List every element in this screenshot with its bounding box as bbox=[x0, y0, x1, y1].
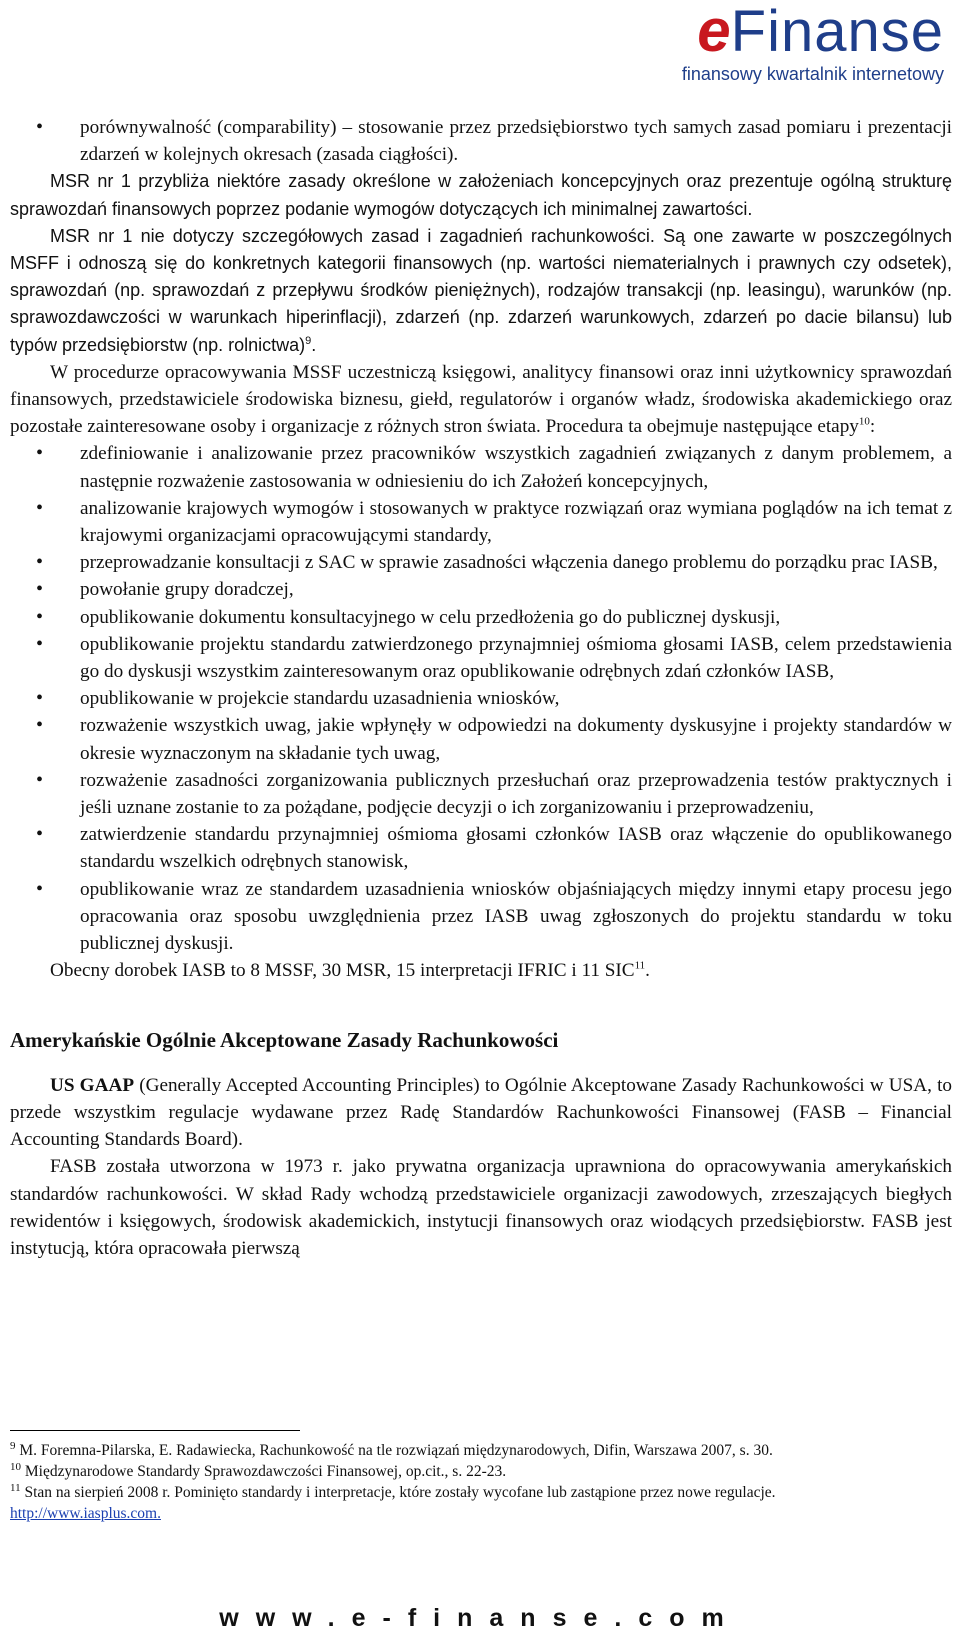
footnote-ref-9[interactable]: 9 bbox=[305, 334, 312, 347]
paragraph-end: . bbox=[311, 334, 317, 355]
logo-e: e bbox=[697, 0, 731, 64]
footnote-divider bbox=[10, 1430, 300, 1431]
list-item: • opublikowanie w projekcie standardu uzasadnienia wniosków, bbox=[10, 685, 952, 712]
list-item: • rozważenie zasadności zorganizowania publicznych przesłuchań oraz przeprowadzenia testów praktycznych i jeśli uznane zostanie to za pożądane, podjęcie decyzji o ich zorganizowaniu i przeprowadzeniu, bbox=[10, 767, 952, 821]
list-item: • opublikowanie dokumentu konsultacyjnego w celu przedłożenia go do publicznej dyskusji, bbox=[10, 604, 952, 631]
footnote-text: M. Foremna-Pilarska, E. Radawiecka, Rachunkowość na tle rozwiązań międzynarodowych, Difin, Warszawa 2007, s. 30. bbox=[19, 1442, 773, 1459]
footnote bbox=[10, 1461, 950, 1482]
paragraph-fasb: FASB została utworzona w 1973 r. jako prywatna organizacja uprawniona do opracowywania amerykańskich standardów rachunkowości. W skład Rady wchodzą przedstawiciele organizacji zawodowych, zrzeszających biegłych rewidentów i księgowych, środowisk akademickich, instytucji finansowych oraz wiodących przedsiębiorstw. FASB jest instytucją, która opracowała pierwszą bbox=[10, 1156, 952, 1259]
section-heading: Amerykańskie Ogólnie Akceptowane Zasady Rachunkowości bbox=[10, 1027, 559, 1052]
footer-website[interactable]: www.e-finanse.com bbox=[219, 1604, 741, 1632]
logo-wordmark bbox=[697, 0, 944, 65]
efinanse-logo bbox=[681, 0, 954, 88]
list-item: • powołanie grupy doradczej, bbox=[10, 576, 952, 603]
us-gaap-term: US GAAP bbox=[50, 1074, 135, 1096]
list-item: • zdefiniowanie i analizowanie przez pracowników wszystkich zagadnień związanych z danym problemem, a następnie rozważenie zastosowania w odniesieniu do ich Założeń koncepcyjnych, bbox=[10, 440, 952, 494]
footnotes bbox=[10, 1440, 950, 1524]
footnote-number: 10 bbox=[10, 1460, 21, 1473]
list-item: • opublikowanie wraz ze standardem uzasadnienia wniosków objaśniających między innymi etapy procesu jego opracowania oraz sposobu uwzględnienia przez IASB uwag zgłoszonych do projektu standardu w toku publicznej dyskusji. bbox=[10, 876, 952, 958]
footnote bbox=[10, 1440, 950, 1461]
top-bullet-list bbox=[10, 114, 952, 168]
footnote-number: 11 bbox=[10, 1481, 21, 1494]
paragraph-us-gaap bbox=[10, 1072, 952, 1154]
list-item: • przeprowadzanie konsultacji z SAC w sprawie zasadności włączenia danego problemu do porządku prac IASB, bbox=[10, 549, 952, 576]
paragraph-iasb-output bbox=[10, 957, 952, 984]
list-item: • analizowanie krajowych wymogów i stosowanych w praktyce rozwiązań oraz wymiana poglądów na ich temat z krajowymi organizacjami opracowującymi standardy, bbox=[10, 495, 952, 549]
paragraph-text: W procedurze opracowywania MSSF uczestniczą księgowi, analitycy finansowi oraz inni użytkownicy sprawozdań finansowych, przedstawiciele środowiska biznesu, giełd, regulatorów i organów władz, środowiska akademickiego oraz pozostałe zainteresowane osoby i organizacje z różnych stron świata. Procedura ta obejmuje następujące etapy bbox=[10, 361, 952, 438]
procedure-steps-list bbox=[10, 440, 952, 957]
paragraph-text: MSR nr 1 nie dotyczy szczegółowych zasad i zagadnień rachunkowości. Są one zawarte w poszczególnych MSFF i odnoszą się do konkretnych kategorii finansowych (np. wartości niematerialnych i prawnych czy odsetek), sprawozdań (np. sprawozdań z przepływu środków pieniężnych), rodzajów transakcji (np. leasingu), warunków (np. sprawozdawczości w warunkach hiperinflacji), zdarzeń (np. zdarzeń warunkowych, zdarzeń po dacie bilansu) lub typów przedsiębiorstw (np. rolnictwa) bbox=[10, 225, 952, 355]
list-item: • porównywalność (comparability) – stosowanie przez przedsiębiorstwo tych samych zasad pomiaru i prezentacji zdarzeń w kolejnych okresach (zasada ciągłości). bbox=[10, 114, 952, 168]
paragraph-end: : bbox=[869, 416, 876, 438]
paragraph-text: (Generally Accepted Accounting Principles) to Ogólnie Akceptowane Zasady Rachunkowości w USA, to przede wszystkim regulacje wydawane przez Radę Standardów Rachunkowości Finansowej (FASB – Financial Accounting Standards Board). bbox=[10, 1074, 952, 1151]
footnote bbox=[10, 1482, 950, 1503]
footnote-ref-10[interactable]: 10 bbox=[858, 415, 870, 428]
paragraph-msr1-scope bbox=[10, 223, 952, 359]
list-item: • opublikowanie projektu standardu zatwierdzonego przynajmniej ośmioma głosami IASB, celem przedstawienia go do dyskusji wszystkim zainteresowanym oraz opublikowanie odrębnych zdań członków IASB, bbox=[10, 631, 952, 685]
paragraph-msr1: MSR nr 1 przybliża niektóre zasady określone w założeniach koncepcyjnych oraz prezentuje ogólną strukturę sprawozdań finansowych poprzez podanie wymogów dotyczących ich minimalnej zawartości. bbox=[10, 171, 952, 219]
footnote-number: 9 bbox=[10, 1439, 16, 1452]
list-item: • zatwierdzenie standardu przynajmniej ośmioma głosami członków IASB oraz włączenie do opublikowanego standardu wszelkich odrębnych stanowisk, bbox=[10, 821, 952, 875]
footnote-text: Międzynarodowe Standardy Sprawozdawczości Finansowej, op.cit., s. 22-23. bbox=[24, 1463, 507, 1480]
paragraph-text: Obecny dorobek IASB to 8 MSSF, 30 MSR, 15 interpretacji IFRIC i 11 SIC bbox=[50, 960, 635, 982]
list-item: • rozważenie wszystkich uwag, jakie wpłynęły w odpowiedzi na dokumenty dyskusyjne i projekty standardów w okresie wyznaczonym na składanie tych uwag, bbox=[10, 712, 952, 766]
paragraph-procedure bbox=[10, 359, 952, 441]
logo-tagline: finansowy kwartalnik internetowy bbox=[681, 64, 944, 84]
paragraph-end: . bbox=[645, 960, 650, 982]
logo-finanse: Finanse bbox=[730, 0, 944, 64]
footnote-text: Stan na sierpień 2008 r. Pominięto standardy i interpretacje, które zostały wycofane lub zastąpione przez nowe regulacje. bbox=[24, 1484, 776, 1501]
footnote-ref-11[interactable]: 11 bbox=[634, 959, 646, 972]
footnote-link[interactable]: http://www.iasplus.com. bbox=[10, 1505, 161, 1522]
page-body bbox=[10, 114, 952, 1262]
